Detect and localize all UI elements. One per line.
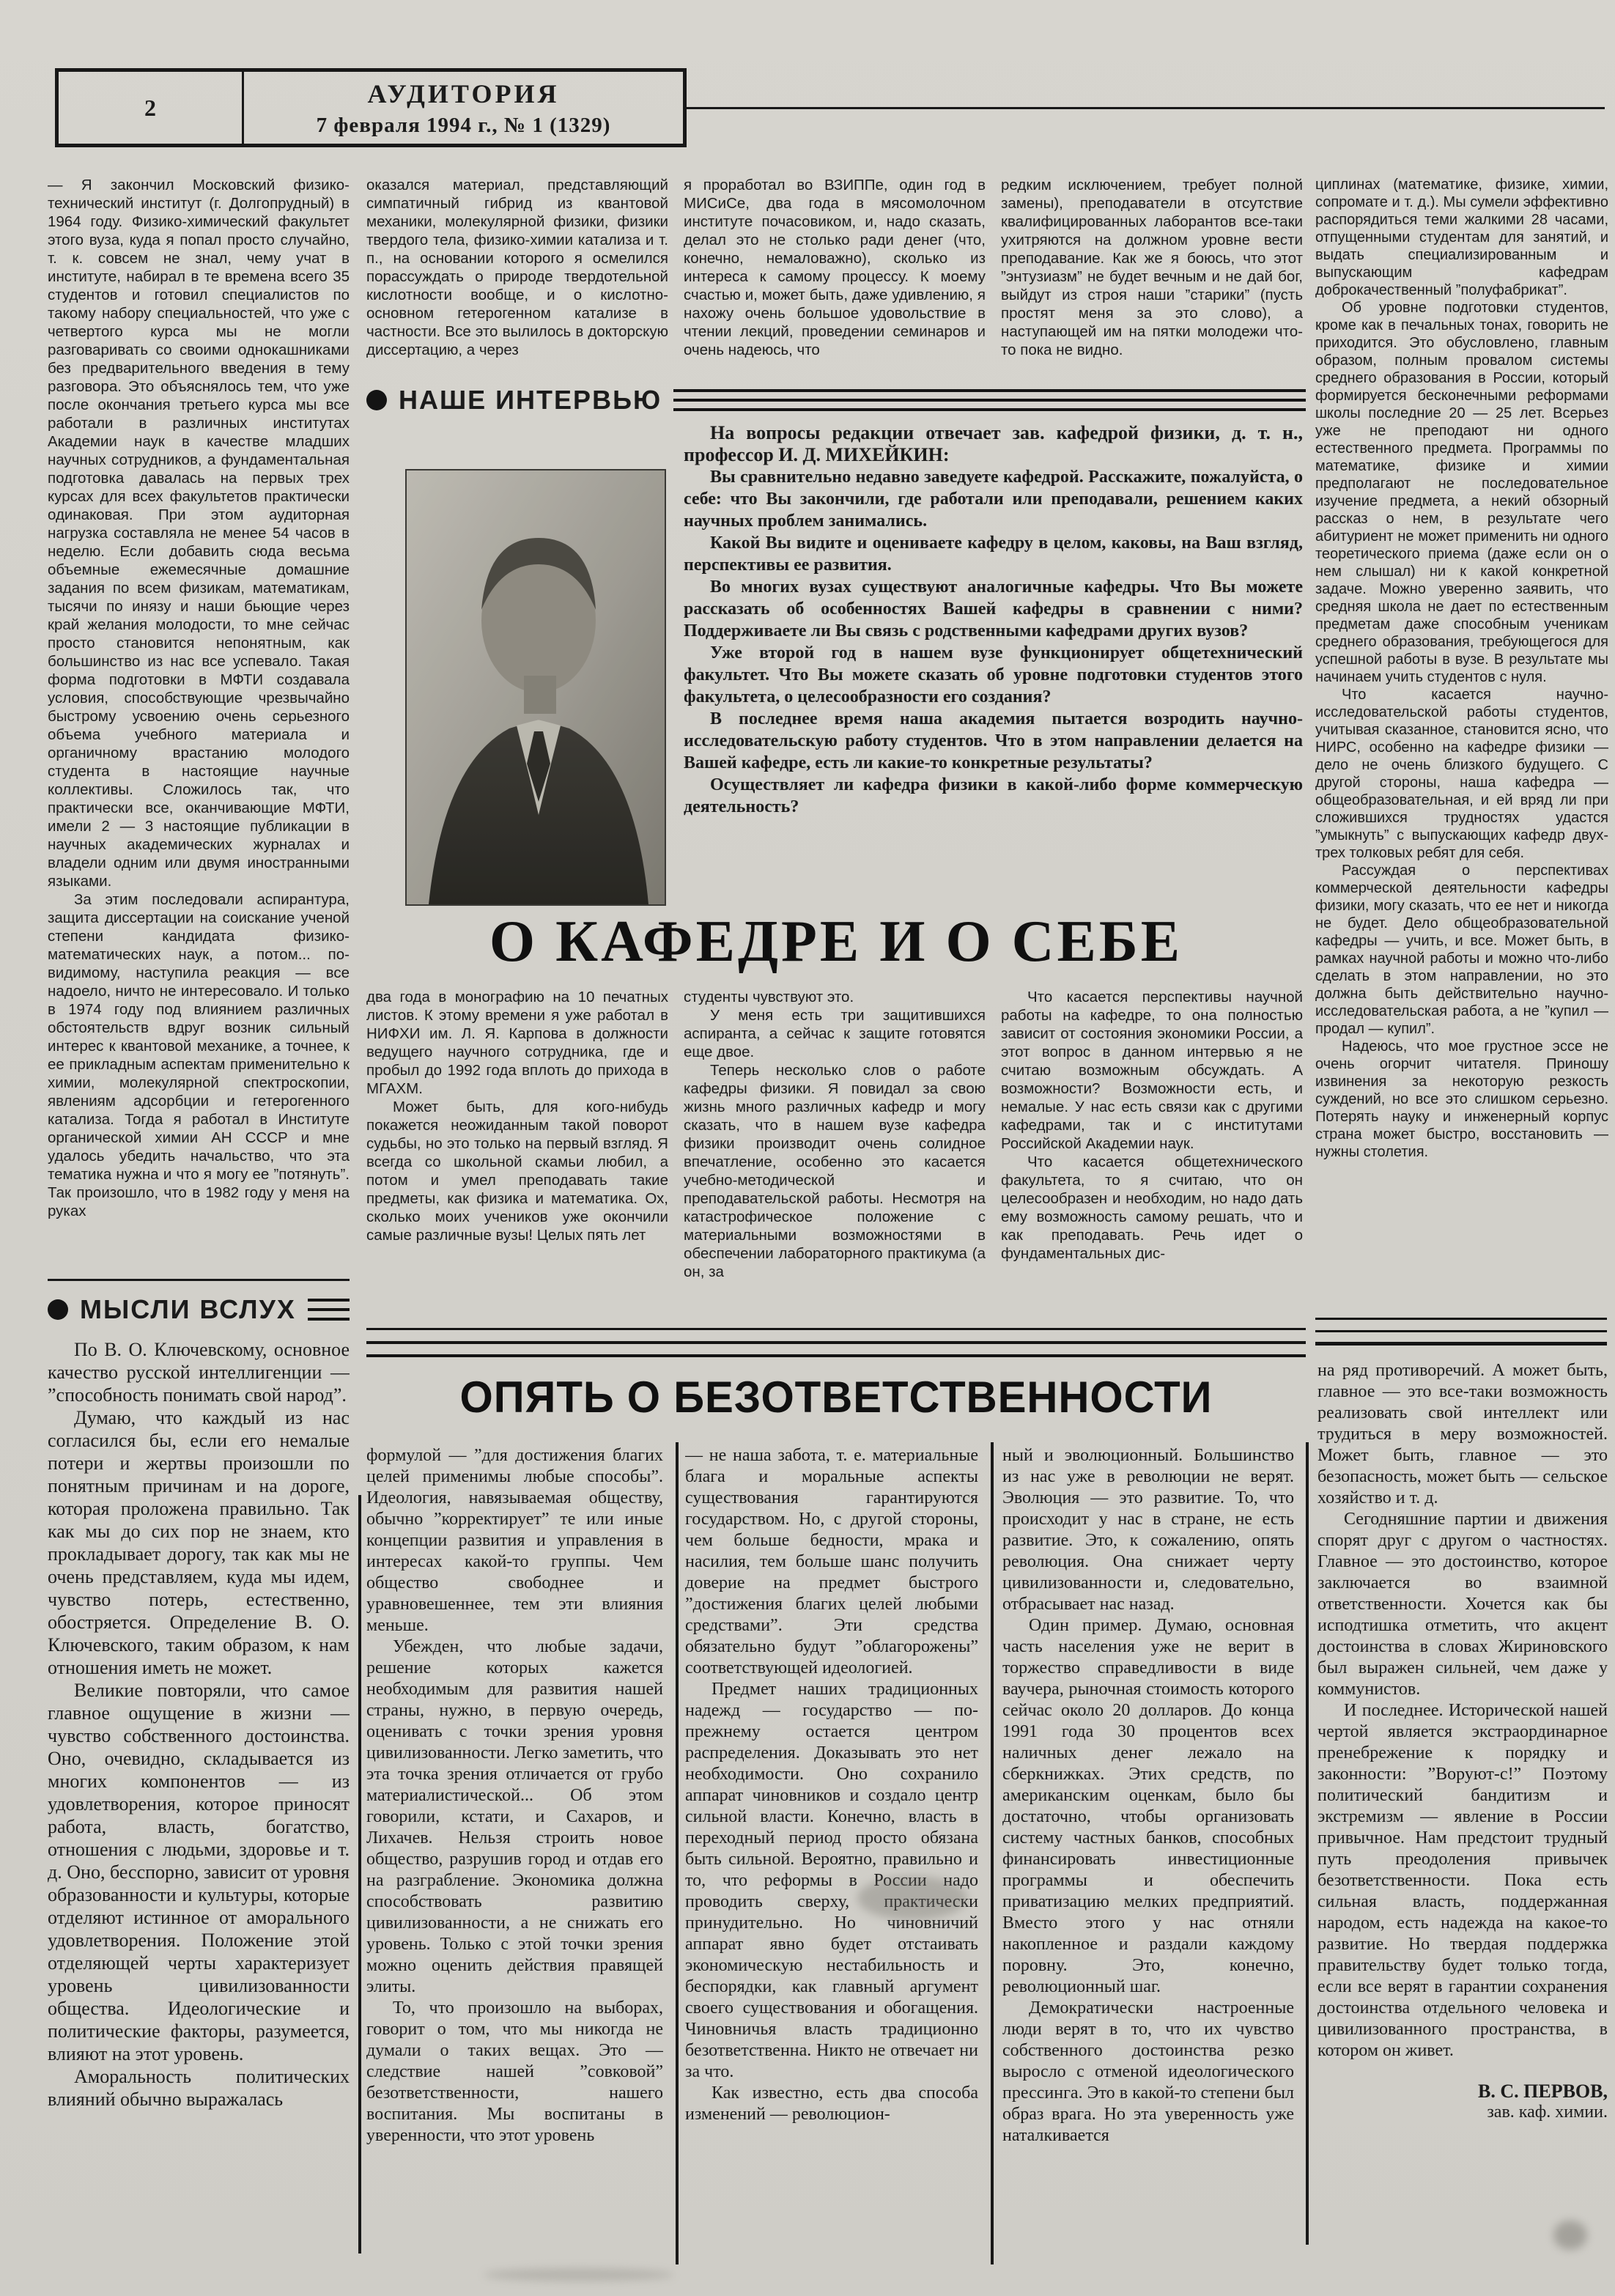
thoughts-column-4: ный и эволюционный. Большинство из нас уже в революции не верят. Эволюция — это развитие. То, что происходит у нас в стране, не есть развитие. Это, к сожалению, опять революция. Она снижает черту цивилизованности и, следовательно, отбрасывает нас назад. Один пример. Думаю, основная часть населения уже не верит в торжество справедливости в виде ваучера, рыночная стоимость которого сейчас около 20 долларов. До конца 1991 года 30 процентов всех наличных денег лежало на сберкнижках. Этих средств, по американским оценкам, было бы достаточно, чтобы организовать систему частных банков, способных финансировать инвестиционные программы и обеспечить приватизацию мелких предприятий. Вместо этого у нас отняли накопленное и раздали каждому поровну. Это, конечно, революционный шаг. Демократически настроенные люди верят в то, что их чувство собственного достоинства резко выросло с отменой идеологического прессинга. Это в какой-то степени был образ врага. Но эта уверенность уже наталкивается [1002,1446,1294,2145]
scan-artifact [857,1876,967,1920]
page-number: 2 [59,72,244,144]
interview-column-3-top: я проработал во ВЗИППе, один год в МИСиСе, два года в мясомолочном институте почасовиком, и, надо сказать, делал это не столько ради денег (что, конечно, немаловажно), сколько из интереса к самому процессу. К моему счастью и, может быть, даже удивлению, я нахожу очень большое удовольствие в чтении лекций, проведении семинаров и очень надеюсь, что [684,177,986,358]
bullet-icon [48,1299,68,1320]
interview-column-1: — Я закончил Московский физико-технический институт (г. Долгопрудный) в 1964 году. Физико-химический факультет этого вуза, куда я попал просто случайно, т. к. совсем не знал, чему учат в институте, набирал в те времена всего 35 студентов и готовил специалистов по такому набору специальностей, что уже с четвертого курса мы не могли разговаривать со своими однокашниками без предварительного введения в тему разговора. Это объяснялось тем, что уже после окончания третьего курса мы все работали в различных институтах Академии наук в качестве младших научных сотрудников, а фундаментальная подготовка давалась на первых трех курсах для всех факультетов практически одинаковая. При этом аудиторная нагрузка составляла не менее 54 часов в неделю. Если добавить сюда весьма объемные ежемесячные домашние задания по всем физикам, математикам, тысячи по инязу и наши бьющие через край желания молодости, то мне сейчас просто становится непонятным, как большинство из нас все успевало. Такая форма подготовки в МФТИ создавала условия, способствующие чрезвычайно быстрому усвоению очень серьезного объема учебного материала и органичному врастанию молодого студента в настоящие научные коллективы. Сложилось так, что практически все, оканчивающие МФТИ, имели 2 — 3 настоящие публикации в научных академических журналах и владели одним или двумя иностранными языками. За этим последовали аспирантура, защита диссертации на соискание ученой степени кандидата физико-математических наук, а потом... по-видимому, наступила реакция — все надоело, ничто не интересовало. И только в 1974 году под влиянием различных обстоятельств вдруг возник сильный интерес к квантовой механике, а точнее, к ее прикладным аспектам применительно к химии, молекулярной спектроскопии, явлениям адсорбции и гетерогенного катализа. Тогда я работал в Институте органической химии АН СССР и мне удалось убедить начальство, что эта тематика нужна и что я могу ее ”потянуть”. Так произошло, что в 1982 году у меня на руках [48,177,350,1219]
thoughts-headline: ОПЯТЬ О БЕЗОТВЕТСТВЕННОСТИ [459,1373,1213,1422]
thoughts-top-rule [48,1279,350,1281]
scan-artifact [1553,2221,1587,2250]
interview-column-2-top: оказался материал, представляющий симпатичный гибрид из квантовой механики, молекулярной физики, физики твердого тела, физико-химии катализа и т. п., на основании которого я осмелился порассуждать о природе твердотельной кислотности вообще, и о кислотно-основном гетерогенном катализе в частности. Все это вылилось в докторскую диссертацию, а через [366,177,668,358]
interview-headline: О КАФЕДРЕ И О СЕБЕ [489,909,1183,974]
header-rule [685,107,1605,109]
section-label-thoughts: МЫСЛИ ВСЛУХ [80,1294,296,1324]
interview-questions-block: На вопросы редакции отвечает зав. кафедрой физики, д. т. н., профессор И. Д. МИХЕЙКИН: Вы сравнительно недавно заведуете кафедрой. Расскажите, пожалуйста, о себе: что Вы закончили, где работали или преподавали, решением каких научных проблем занимались. Какой Вы видите и оцениваете кафедру в целом, каковы, на Ваш взгляд, перспективы ее развития. Во многих вузах существуют аналогичные кафедры. Что Вы можете рассказать об особенностях Вашей кафедры в сравнении с ними? Поддерживаете ли Вы связь с родственными кафедрами других вузов? Уже второй год в нашем вузе функционирует общетехнический факультет. Что Вы можете сказать об уровне подготовки студентов этого факультета, о целесообразности его создания? В последнее время наша академия пытается возродить научно-исследовательскую работу студентов. Что в этом направлении делается на Вашей кафедре, есть ли какие-то конкретные результаты? Осуществляет ли кафедра физики в какой-либо форме коммерческую деятельность? [684,422,1303,816]
interview-column-4-top: редким исключением, требует полной замены), преподаватели в отсутствие квалифицированных лаборантов все-таки ухитряются на должном уровне вести преподавание. Как же я боюсь, что этот ”энтузиазм” не будет вечным и не дай бог, выйдут из строя наши ”старики” (пусть простят меня за это слово), а наступающей им на пятки молодежи что-то пока не видно. [1001,177,1303,358]
masthead-box [55,68,687,147]
column-rule [358,1495,361,2253]
interview-column-2-bottom: два года в монографию на 10 печатных листов. К этому времени я уже работал в НИФХИ им. Л. Я. Карпова в должности ведущего научного сотрудника, где и пробыл до 1992 года вплоть до прихода в МГАХМ. Может быть, для кого-нибудь покажется неожиданным такой поворот судьбы, но это только на первый взгляд. Я всегда со школьной скамьи любил, а потом и умел преподавать такие предметы, как физика и математика. Ох, сколько моих учеников уже окончили самые различные вузы! Целых пять лет [366,989,668,1244]
signature-title: зав. каф. химии. [1487,2103,1608,2122]
masthead-title: АУДИТОРИЯ [367,78,560,108]
scan-artifact [484,2268,674,2281]
column-rule [991,1442,994,2264]
thoughts-column-5: на ряд противоречий. А может быть, главное — это все-таки возможность реализовать свой интеллект или трудиться в меру возможностей. Может быть, главное — это безопасность, может быть — сельское хозяйство и т. д. Сегодняшние партии и движения спорят друг с другом о частностях. Главное — это достоинство, которое заключается во взаимной ответственности. Хочется как бы исподтишка отметить, что акцент достоинства в словах Жириновского был выражен сильней, чем даже у коммунистов. И последнее. Исторической нашей чертой является экстраординарное пренебрежение к порядку и законности: ”Воруют-с!” Поэтому политический бандитизм и экстремизм — явление в России привычное. Нам предстоит трудный путь преодоления привычек безответственности. Пока есть сильная власть, поддержанная народом, есть надежда на какое-то развитие. Но твердая поддержка правительству будет только тогда, если все верят в гарантии сохранения достоинства отдельного человека и цивилизованного пространства, в котором он живет. В. С. ПЕРВОВ, зав. каф. химии. [1318,1361,1608,2122]
signature-name: В. С. ПЕРВОВ, [1478,2081,1608,2102]
interview-column-5: циплинах (математике, физике, химии, сопромате и т. д.). Мы сумели эффективно распорядиться теми жалкими 28 часами, отпущенными студентам для занятий, и выдать специализированным и выпускающим кафедрам доброкачественный ”полуфабрикат”. Об уровне подготовки студентов, кроме как в печальных тонах, говорить не приходится. Это обусловлено, главным образом, полным провалом системы среднего образования в России, который формируется бесконечными реформами школы последние 20 — 25 лет. Всерьез уже не преподают ни одного естественного предмета. Программы по математике, физике и химии предполагают не последовательное изучение предмета, а некий обзорный рассказ о нем, в результате чего абитуриент не может применить ни одного теоретического приема (даже если он о нем слышал) ни к какой конкретной задаче. Можно уверенно заявить, что средняя школа не дает по естественным предметам даже способным ученикам среднего образования, требующегося для успешной работы в вузе. В результате мы начинаем учить студентов с нуля. Что касается научно-исследовательской работы студентов, учитывая сказанное, становится ясно, что НИРС, особенно на кафедре физики — дело не очень близкого будущего. С другой стороны, наша кафедра — общеобразовательная, и ей вряд ли при сложившихся трудностях удастся ”умыкнуть” с выпускающих кафедр двух-трех толковых ребят для себя. Рассуждая о перспективах коммерческой деятельности кафедры физики, могу сказать, что ее нет и никогда не будет. Дело общеобразовательной кафедры — учить, и все. Может быть, в рамках научной работы и можно что-либо сделать в этом направлении, но это должна быть действительно научно-исследовательская работа, а не ”купил — продал — купил”. Надеюсь, что мое грустное эссе не очень огорчит читателя. Приношу извинения за некоторую резкость суждений, но все это слишком серьезно. Потерять науку и инженерный корпус страна может быстро, восстановить — нужны столетия. [1315,177,1608,1160]
column-rule [676,1442,679,2264]
masthead-dateline: 7 февраля 1994 г., № 1 (1329) [316,113,611,137]
thoughts-column-2: формулой — ”для достижения благих целей применимы любые способы”. Идеология, навязываемая обществу, обычно ”корректирует” те или иные концепции развития и управления в интересах какой-то группы. Чем общество свободнее и уравновешеннее, тем эти влияния меньше. Убежден, что любые задачи, решение которых кажется необходимым для развития нашей страны, нужно, в первую очередь, оценивать с точки зрения уровня цивилизованности. Легко заметить, что эта точка зрения отличается от грубо материалистической... Об этом говорили, кстати, и Сахаров, и Лихачев. Нельзя строить новое общество, разрушив город и отдав его на разграбление. Экономика должна способствовать развитию цивилизованности, а не снижать его уровень. Только с этой точки зрения можно оценить действия правящей элиты. То, что произошло на выборах, говорит о том, что мы никогда не думали о таких вещах. Это — следствие нашей ”совковой” безответственности, нашего воспитания. Мы воспитаны в уверенности, что этот уровень [366,1446,663,2145]
interview-col5-end-rules [1315,1318,1607,1346]
banner-rules [308,1299,350,1321]
bullet-icon [366,390,387,410]
interview-end-rules [366,1328,1306,1357]
banner-rules [673,389,1306,411]
interview-column-4-bottom: Что касается перспективы научной работы на кафедре, то она полностью зависит от состояния экономики России, а этот вопрос в данном интервью я не считаю возможным обсуждать. А возможности? Возможности есть, и немалые. У нас есть связи как с другими кафедрами, так и с институтами Российской Академии наук. Что касается общетехнического факультета, то я считаю, что он целесообразен и необходим, но надо дать ему возможность самому решать, что и как преподавать. Речь идет о фундаментальных дис- [1001,989,1303,1262]
thoughts-column-1: По В. О. Ключевскому, основное качество русской интеллигенции — ”способность понимать свой народ”. Думаю, что каждый из нас согласился бы, если его немалые потери и жертвы произошли по понятным причинам и на дороге, которая проложена правильно. Так как мы до сих пор не знаем, кто прокладывает дорогу, так как мы не очень представляем, куда мы идем, чувство потерь, естественно, обостряется. Определение В. О. Ключевского, таким образом, к нам отношения иметь не может. Великие повторяли, что самое главное ощущение в жизни — чувство собственного достоинства. Оно, очевидно, складывается из многих компонентов — из удовлетворения, которое приносят работа, власть, богатство, отношения с людьми, здоровье и т. д. Оно, бесспорно, зависит от уровня образованности и культуры, которые отделяют истинное от аморального удовлетворения. Положение этой отделяющей черты характеризует уровень цивилизованности общества. Идеологические и политические факторы, разумеется, влияют на этот уровень. Аморальность политических влияний обычно выражалась [48,1339,350,2110]
interview-photo [405,469,666,906]
thoughts-column-3: — не наша забота, т. е. материальные блага и моральные аспекты существования гарантируются государством. Но, с другой стороны, чем больше бедности, мрака и насилия, тем больше шанс получить доверие на предмет быстрого ”достижения благих целей любыми средствами”. Эти средства обязательно будут ”облагорожены” соответствующей идеологией. Предмет наших традиционных надежд — государство — по-прежнему остается центром распределения. Доказывать это нет необходимости. Оно сохранило аппарат чиновников и создало центр сильной власти. Конечно, власть в переходный период просто обязана быть сильной. Вероятно, правильно и то, что реформы в России надо проводить сверху, практически принудительно. Но чиновничий аппарат явно будет отстаивать экономическую нестабильность и беспорядки, как главный аргумент своего существования и обогащения. Чиновничья власть традиционно безответственна. Никто не отвечает ни за что. Как известно, есть два способа изменений — революцион- [685,1446,978,2124]
section-banner-interview [366,383,1306,418]
portrait-photo-illustration [407,470,665,904]
section-banner-thoughts [48,1291,350,1328]
interview-column-3-bottom: студенты чувствуют это. У меня есть три защитившихся аспиранта, а сейчас к защите готовятся еще двое. Теперь несколько слов о работе кафедры физики. Я повидал за свою жизнь много различных кафедр и могу сказать, что в нашем вузе кафедра физики производит очень солидное впечатление, особенно это касается учебно-методической и преподавательской работы. Несмотря на катастрофическое положение с материальными возможностями в обеспечении лабораторного практикума (а он, за [684,989,986,1280]
section-label-interview: НАШЕ ИНТЕРВЬЮ [399,385,662,415]
column-rule [1306,1442,1309,2245]
